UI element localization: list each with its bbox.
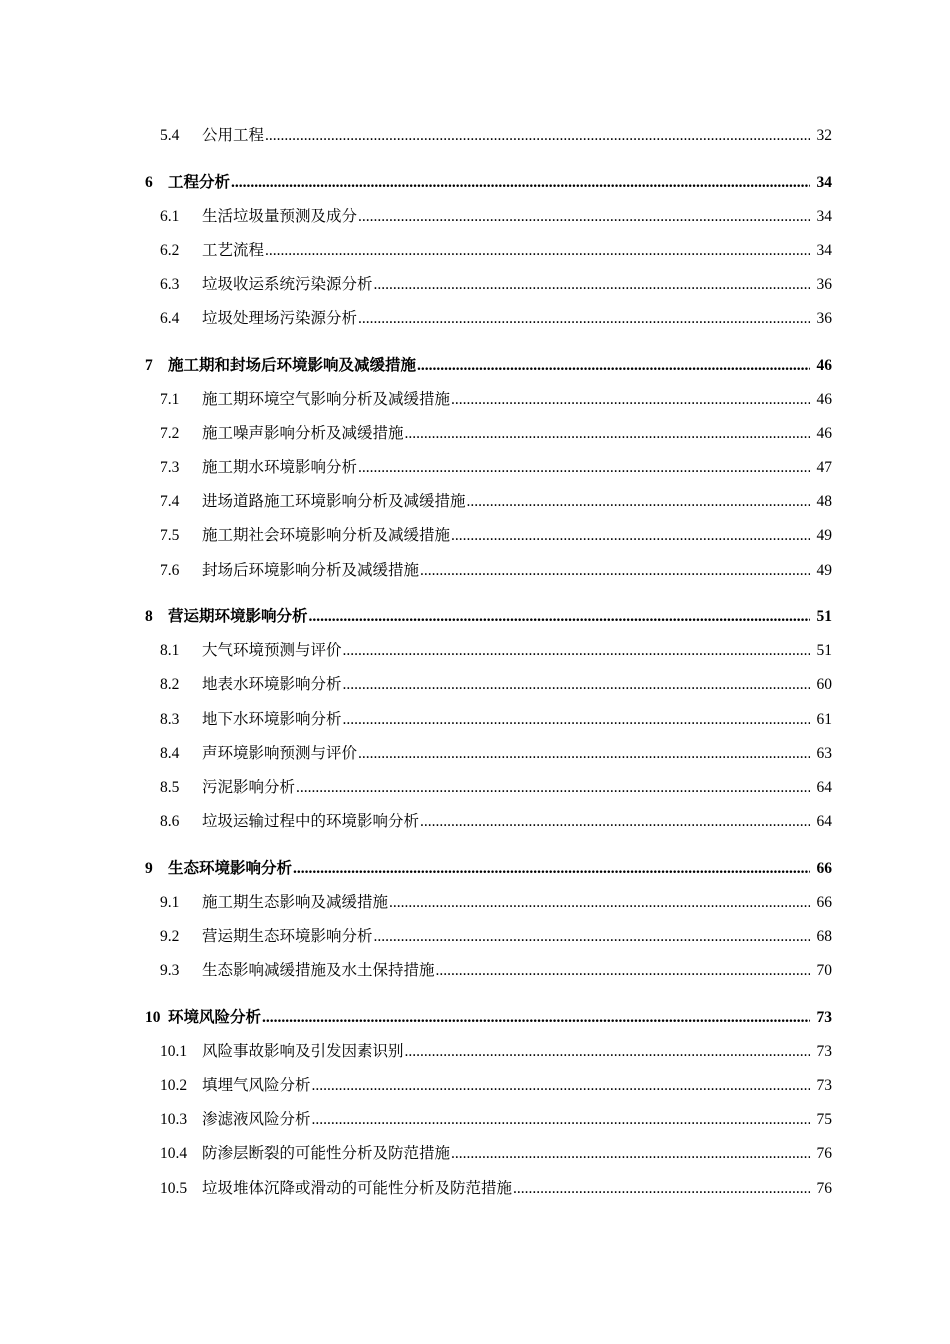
- toc-entry-title: 渗滤液风险分析: [202, 1111, 311, 1128]
- toc-entry-page-number: 73: [816, 1043, 832, 1060]
- toc-section-entry[interactable]: [0, 673, 950, 697]
- toc-entry-title: 公用工程: [202, 127, 265, 144]
- dot-leader: [358, 742, 810, 766]
- toc-entry-leader: [202, 891, 810, 915]
- toc-section-entry[interactable]: [0, 708, 950, 732]
- toc-entry-title: 施工期环境空气影响分析及减缓措施: [202, 391, 451, 408]
- dot-leader: [231, 171, 810, 195]
- dot-leader: [309, 605, 810, 629]
- toc-entry-number: 9.3: [160, 962, 180, 979]
- toc-entry-number: 8.6: [160, 813, 180, 830]
- toc-entry-page-number: 64: [816, 779, 832, 796]
- dot-leader: [451, 1142, 810, 1166]
- toc-entry-number: 10.4: [160, 1145, 188, 1162]
- toc-section-entry[interactable]: [0, 422, 950, 446]
- dot-leader: [358, 307, 810, 331]
- toc-entry-leader: [202, 742, 810, 766]
- toc-entry-page-number: 76: [816, 1180, 832, 1197]
- toc-entry-number: 6.3: [160, 276, 180, 293]
- toc-entry-page-number: 49: [816, 562, 832, 579]
- toc-section-entry[interactable]: [0, 776, 950, 800]
- toc-chapter-entry[interactable]: [0, 605, 950, 629]
- toc-entry-page-number: 32: [816, 127, 832, 144]
- toc-section-entry[interactable]: [0, 810, 950, 834]
- toc-entry-title: 大气环境预测与评价: [202, 642, 342, 659]
- toc-section-entry[interactable]: [0, 124, 950, 148]
- toc-entry-leader: [202, 925, 810, 949]
- toc-entry-page-number: 66: [816, 894, 832, 911]
- toc-entry-page-number: 75: [816, 1111, 832, 1128]
- toc-entry-leader: [202, 776, 810, 800]
- toc-entry-page-number: 36: [816, 310, 832, 327]
- toc-entry-page-number: 66: [816, 860, 832, 877]
- toc-entry-title: 垃圾堆体沉降或滑动的可能性分析及防范措施: [202, 1180, 513, 1197]
- toc-entry-title: 施工期社会环境影响分析及减缓措施: [202, 527, 451, 544]
- toc-entry-leader: [202, 307, 810, 331]
- dot-leader: [420, 810, 810, 834]
- toc-chapter-entry[interactable]: [0, 171, 950, 195]
- toc-entry-leader: [168, 171, 810, 195]
- toc-section-entry[interactable]: [0, 1040, 950, 1064]
- toc-entry-leader: [202, 708, 810, 732]
- dot-leader: [467, 490, 810, 514]
- toc-entry-page-number: 48: [816, 493, 832, 510]
- toc-entry-leader: [202, 1108, 810, 1132]
- dot-leader: [343, 673, 810, 697]
- toc-entry-page-number: 73: [816, 1077, 832, 1094]
- toc-entry-title: 防渗层断裂的可能性分析及防范措施: [202, 1145, 451, 1162]
- dot-leader: [374, 273, 810, 297]
- toc-section-entry[interactable]: [0, 307, 950, 331]
- toc-entry-leader: [202, 1142, 810, 1166]
- dot-leader: [312, 1108, 810, 1132]
- toc-section-entry[interactable]: [0, 742, 950, 766]
- toc-entry-leader: [202, 456, 810, 480]
- toc-entry-page-number: 70: [816, 962, 832, 979]
- toc-entry-leader: [202, 673, 810, 697]
- toc-entry-page-number: 76: [816, 1145, 832, 1162]
- toc-entry-title: 施工噪声影响分析及减缓措施: [202, 425, 404, 442]
- toc-entry-title: 生活垃圾量预测及成分: [202, 208, 358, 225]
- toc-entry-leader: [202, 810, 810, 834]
- dot-leader: [436, 959, 810, 983]
- toc-entry-leader: [202, 239, 810, 263]
- toc-section-entry[interactable]: [0, 559, 950, 583]
- toc-entry-title: 进场道路施工环境影响分析及减缓措施: [202, 493, 466, 510]
- dot-leader: [389, 891, 810, 915]
- toc-entry-leader: [202, 524, 810, 548]
- toc-entry-page-number: 51: [816, 608, 832, 625]
- toc-section-entry[interactable]: [0, 1108, 950, 1132]
- toc-section-entry[interactable]: [0, 388, 950, 412]
- toc-entry-title: 营运期环境影响分析: [168, 608, 308, 625]
- toc-entry-title: 声环境影响预测与评价: [202, 745, 358, 762]
- toc-entry-page-number: 68: [816, 928, 832, 945]
- dot-leader: [374, 925, 810, 949]
- dot-leader: [451, 388, 810, 412]
- toc-entry-title: 风险事故影响及引发因素识别: [202, 1043, 404, 1060]
- toc-entry-leader: [202, 124, 810, 148]
- toc-entry-page-number: 51: [816, 642, 832, 659]
- toc-section-entry[interactable]: [0, 239, 950, 263]
- dot-leader: [296, 776, 810, 800]
- dot-leader: [265, 124, 810, 148]
- toc-entry-title: 生态影响减缓措施及水土保持措施: [202, 962, 435, 979]
- toc-entry-number: 7.2: [160, 425, 180, 442]
- toc-entry-leader: [168, 605, 810, 629]
- toc-entry-leader: [168, 354, 810, 378]
- toc-entry-page-number: 60: [816, 676, 832, 693]
- toc-section-entry[interactable]: [0, 1074, 950, 1098]
- toc-entry-number: 7.3: [160, 459, 180, 476]
- toc-entry-number: 8.4: [160, 745, 180, 762]
- toc-entry-leader: [202, 959, 810, 983]
- dot-leader: [405, 1040, 810, 1064]
- toc-section-entry[interactable]: [0, 639, 950, 663]
- toc-entry-leader: [202, 1040, 810, 1064]
- dot-leader: [420, 559, 810, 583]
- toc-entry-title: 垃圾收运系统污染源分析: [202, 276, 373, 293]
- toc-entry-title: 垃圾处理场污染源分析: [202, 310, 358, 327]
- dot-leader: [312, 1074, 810, 1098]
- toc-entry-title: 工程分析: [168, 174, 231, 191]
- toc-entry-page-number: 34: [816, 242, 832, 259]
- toc-entry-page-number: 34: [816, 174, 832, 191]
- toc-entry-title: 营运期生态环境影响分析: [202, 928, 373, 945]
- toc-entry-title: 地下水环境影响分析: [202, 711, 342, 728]
- toc-entry-number: 9.1: [160, 894, 180, 911]
- toc-section-entry[interactable]: [0, 205, 950, 229]
- toc-entry-number: 7.1: [160, 391, 180, 408]
- toc-entry-leader: [202, 1074, 810, 1098]
- toc-entry-title: 地表水环境影响分析: [202, 676, 342, 693]
- toc-entry-number: 8.5: [160, 779, 180, 796]
- toc-entry-number: 10.3: [160, 1111, 188, 1128]
- dot-leader: [358, 205, 810, 229]
- toc-entry-number: 7.5: [160, 527, 180, 544]
- toc-entry-title: 施工期和封场后环境影响及减缓措施: [168, 357, 417, 374]
- toc-entry-leader: [202, 422, 810, 446]
- toc-entry-title: 环境风险分析: [168, 1009, 262, 1026]
- toc-entry-leader: [202, 388, 810, 412]
- toc-entry-page-number: 49: [816, 527, 832, 544]
- toc-entry-title: 污泥影响分析: [202, 779, 296, 796]
- toc-section-entry[interactable]: [0, 524, 950, 548]
- toc-entry-number: 8.2: [160, 676, 180, 693]
- toc-entry-number: 8.3: [160, 711, 180, 728]
- toc-entry-page-number: 73: [816, 1009, 832, 1026]
- dot-leader: [262, 1006, 810, 1030]
- dot-leader: [417, 354, 810, 378]
- toc-entry-title: 施工期生态影响及减缓措施: [202, 894, 389, 911]
- toc-entry-leader: [202, 273, 810, 297]
- toc-chapter-entry[interactable]: [0, 354, 950, 378]
- toc-section-entry[interactable]: [0, 959, 950, 983]
- toc-section-entry[interactable]: [0, 1177, 950, 1201]
- toc-entry-number: 10.2: [160, 1077, 188, 1094]
- toc-entry-number: 10: [145, 1009, 161, 1026]
- toc-entry-number: 7: [145, 357, 153, 374]
- toc-entry-number: 9.2: [160, 928, 180, 945]
- dot-leader: [451, 524, 810, 548]
- dot-leader: [358, 456, 810, 480]
- toc-section-entry[interactable]: [0, 490, 950, 514]
- toc-entry-page-number: 36: [816, 276, 832, 293]
- toc-entry-page-number: 46: [816, 425, 832, 442]
- toc-entry-number: 7.4: [160, 493, 180, 510]
- toc-section-entry[interactable]: [0, 925, 950, 949]
- toc-entry-number: 6.1: [160, 208, 180, 225]
- toc-entry-page-number: 47: [816, 459, 832, 476]
- toc-entry-title: 生态环境影响分析: [168, 860, 293, 877]
- dot-leader: [405, 422, 810, 446]
- toc-entry-title: 填埋气风险分析: [202, 1077, 311, 1094]
- toc-chapter-entry[interactable]: [0, 1006, 950, 1030]
- toc-entry-title: 施工期水环境影响分析: [202, 459, 358, 476]
- toc-entry-leader: [202, 490, 810, 514]
- toc-entry-title: 封场后环境影响分析及减缓措施: [202, 562, 420, 579]
- toc-entry-leader: [202, 639, 810, 663]
- dot-leader: [265, 239, 810, 263]
- toc-entry-leader: [202, 1177, 810, 1201]
- toc-entry-leader: [168, 857, 810, 881]
- toc-entry-page-number: 34: [816, 208, 832, 225]
- dot-leader: [343, 639, 810, 663]
- toc-section-entry[interactable]: [0, 456, 950, 480]
- toc-entry-page-number: 63: [816, 745, 832, 762]
- toc-entry-number: 6: [145, 174, 153, 191]
- toc-entry-leader: [202, 205, 810, 229]
- toc-entry-number: 5.4: [160, 127, 180, 144]
- dot-leader: [513, 1177, 810, 1201]
- toc-entry-number: 6.4: [160, 310, 180, 327]
- dot-leader: [293, 857, 810, 881]
- toc-entry-leader: [168, 1006, 810, 1030]
- toc-entry-number: 10.5: [160, 1180, 188, 1197]
- toc-entry-number: 6.2: [160, 242, 180, 259]
- toc-entry-title: 垃圾运输过程中的环境影响分析: [202, 813, 420, 830]
- toc-entry-page-number: 46: [816, 357, 832, 374]
- toc-entry-leader: [202, 559, 810, 583]
- toc-entry-number: 8: [145, 608, 153, 625]
- toc-entry-page-number: 64: [816, 813, 832, 830]
- toc-entry-page-number: 46: [816, 391, 832, 408]
- toc-section-entry[interactable]: [0, 1142, 950, 1166]
- toc-entry-title: 工艺流程: [202, 242, 265, 259]
- toc-entry-number: 8.1: [160, 642, 180, 659]
- toc-entry-page-number: 61: [816, 711, 832, 728]
- toc-entry-number: 9: [145, 860, 153, 877]
- toc-entry-number: 7.6: [160, 562, 180, 579]
- toc-section-entry[interactable]: [0, 273, 950, 297]
- toc-entry-number: 10.1: [160, 1043, 188, 1060]
- dot-leader: [343, 708, 810, 732]
- toc-section-entry[interactable]: [0, 891, 950, 915]
- toc-chapter-entry[interactable]: [0, 857, 950, 881]
